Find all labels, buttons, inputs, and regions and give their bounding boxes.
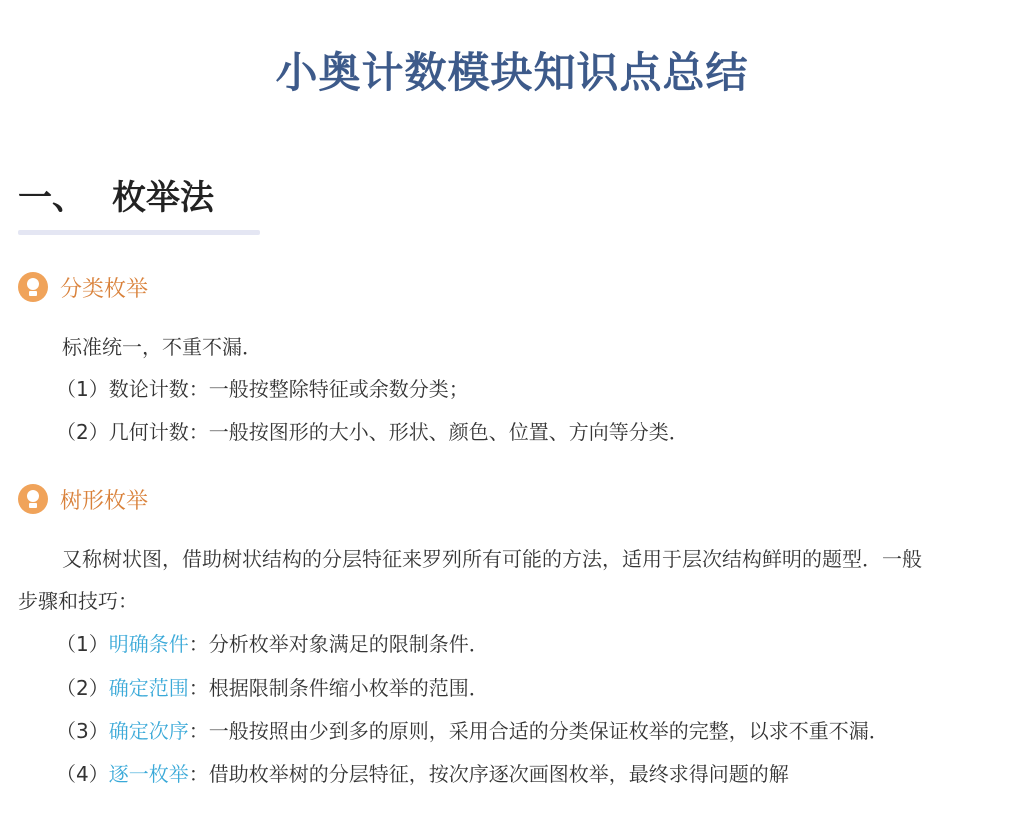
tree-intro-line-1: 又称树状图，借助树状结构的分层特征来罗列所有可能的方法，适用于层次结构鲜明的题型．一般 [62,547,922,571]
lightbulb-icon [18,484,48,514]
tree-step-4 [56,758,789,787]
classify-item-1 [56,373,469,402]
step-number: （4） [56,762,109,786]
step-text: ：一般按照由少到多的原则，采用合适的分类保证枚举的完整，以求不重不漏． [188,719,889,743]
subheading-label: 分类枚举 [60,276,149,302]
page-title: 小奥计数模块知识点总结 [275,48,749,97]
step-text: ：借助枚举树的分层特征，按次序逐次画图枚举，最终求得问题的解 [188,762,789,786]
item-text: 几何计数：一般按图形的大小、形状、颜色、位置、方向等分类． [108,420,689,444]
step-text: ：根据限制条件缩小枚举的范围． [188,676,489,700]
section-heading [18,170,214,219]
tree-step-3 [56,715,889,744]
subheading-tree [18,483,148,515]
step-term: 逐一枚举 [108,762,189,786]
section-title: 枚举法 [112,178,214,218]
item-number: （1） [56,377,109,401]
subheading-label: 树形枚举 [60,488,149,514]
step-number: （1） [56,632,109,656]
item-text: 数论计数：一般按整除特征或余数分类； [108,377,469,401]
classify-item-2 [56,416,689,445]
classify-intro: 标准统一，不重不漏． [62,335,262,359]
step-text: ：分析枚举对象满足的限制条件． [188,632,489,656]
step-term: 确定次序 [108,719,189,743]
tree-intro-line-2: 步骤和技巧： [18,589,138,613]
section-number: 一、 [18,178,86,218]
section-underline [18,230,260,235]
step-term: 明确条件 [108,632,189,656]
lightbulb-icon [18,272,48,302]
step-term: 确定范围 [108,676,189,700]
tree-step-1 [56,628,489,657]
item-number: （2） [56,420,109,444]
tree-step-2 [56,672,489,701]
subheading-classify [18,271,148,303]
step-number: （2） [56,676,109,700]
step-number: （3） [56,719,109,743]
